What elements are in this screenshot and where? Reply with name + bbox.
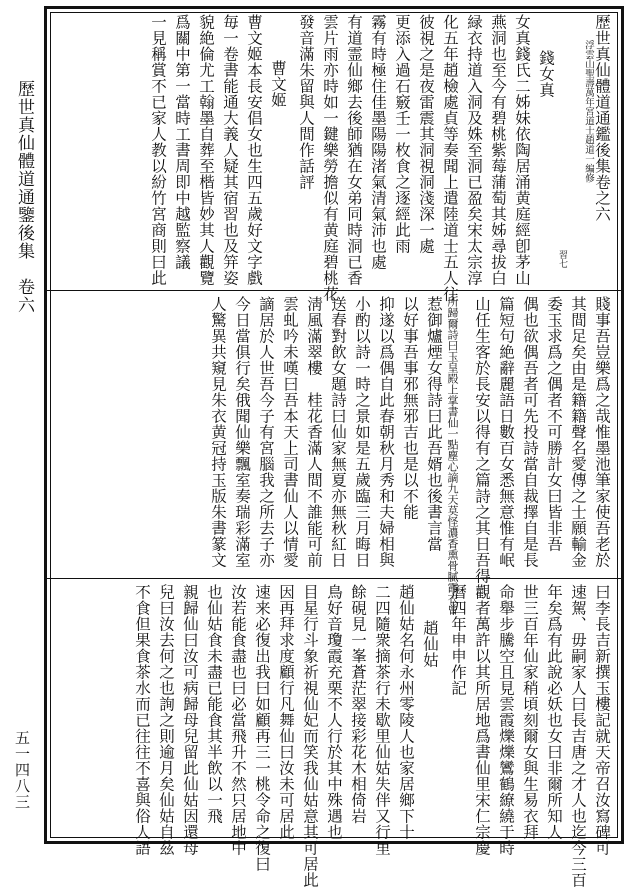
text-col: 鳥好音瓊霞充栗不人行於其中殊遇也 (325, 584, 343, 840)
text-col: 目星行斗象祈視仙妃而笑我仙姑意其可居此 (301, 584, 319, 888)
text-col: 更添入過石竅壬一枚食之逐經此雨 (393, 14, 411, 254)
text-col: 曹文姬本長安倡女也生四五歲好文字戲 (245, 14, 263, 286)
text-col: 親歸仙曰汝可病歸母兒留此仙姑因還母 (181, 584, 199, 856)
heading-cao-wenji: 曹文姬 (269, 60, 287, 108)
text-col: 爲關中第一當時工書周即中越監察議 (173, 14, 191, 270)
text-col: 賤事吾豈樂爲之哉惟墨池筆家使吾老於 (593, 296, 611, 568)
text-col: 速来必復出我曰如顧再三一桃令命之復曰 (253, 584, 271, 872)
margin-page-number: 五一四八三 (13, 730, 31, 810)
text-col: 汝若能食盡也曰必當飛升不然只居地中 (229, 584, 247, 856)
text-col: 發音滿朱留與人間作話評 (297, 14, 315, 190)
text-col: 委玉求爲之偶者不可勝計女曰皆非吾 (545, 296, 563, 552)
text-col: 世三百年仙家稍頃刻爾女與生易衣拜 (521, 584, 539, 840)
text-col: 淸風滿翠樓 桂花香滿人間不誰能可前 (305, 296, 323, 568)
text-col: 送春對飲女題詩曰仙家無夏亦無秋紅日 (329, 296, 347, 568)
text-col: 曰李長吉新撰玉樓記就天帝召汝寫碑可 (593, 584, 611, 856)
text-col: 餘硯見一峯蒼茫翠接彩花木相倚岩 (349, 584, 367, 824)
text-col: 抑遂以爲偶自此春朝秋月秀和夫婦相與 (377, 296, 395, 568)
text-col: 以好事吾事邪無邪吉也是以不能 (401, 296, 419, 520)
text-col: 雲片雨亦時如一鍵樂勞擔似有黄庭碧桃花 (321, 14, 339, 302)
text-col: 毎一卷書能通大義人疑其宿習也及笄姿 (221, 14, 239, 286)
text-col: 篇短句絶辭麗語日數百女悉無意惟有岷 (497, 296, 515, 568)
text-col: 其間足矣由是籍籍聲名愛傳之士願輸金 (569, 296, 587, 568)
heading-zhao-xiangu: 趙仙姑 (421, 620, 439, 668)
text-col: 化五年趙檢處貞等奏聞上遣陸道士五人往 (441, 14, 459, 302)
text-col: 二四隨衆摘茶行未歇里仙姑失伴又行里 (373, 584, 391, 856)
text-col: 速駕、毋嗣家人曰長吉唐之才人也迄今三百 (569, 584, 587, 888)
text-col: 年矣爲有此說必妖也女曰非爾所知人 (545, 584, 563, 840)
text-col: 彼視之是夜雷震其洞視洞淺深一處 (417, 14, 435, 254)
text-col: 謫居於人世吾今子有宮腦我之所去子亦 (257, 296, 275, 568)
text-col: 燕洞也至今有碧桃紫莓蒲萄其姊尋拔白 (489, 14, 507, 286)
leaf-marker: 習七 (557, 250, 567, 268)
text-col: 也仙姑食未盡已能食其半飲以一飛 (205, 584, 223, 824)
text-col: 不食但果食茶水而已往往不喜與俗人語 (133, 584, 151, 856)
heading-qian-nuzhen: 錢女真 (537, 50, 555, 98)
text-col: 趙仙姑名何永州零陵人也家居鄉下十 (397, 584, 415, 840)
text-col: 山任生客於長安以得有之篇詩之其日吾得 (473, 296, 491, 584)
text-col: 兒曰汝去何之也詢之則逾月矣仙姑自茲 (157, 584, 175, 856)
text-col: 人驚異共窺見朱衣黄冠持玉版朱書篆文 (209, 296, 227, 568)
text-col: 貌絶倫尤工翰墨自葬至楷皆妙其人觀覽 (197, 14, 215, 286)
section-divider-bottom (47, 578, 621, 579)
text-col: 命舉步騰空且見雲霞爍爍鸞鶴繚繞于時 (497, 584, 515, 856)
header-title: 歷世真仙體道通鑑後集卷之六 (593, 14, 611, 222)
text-col: 霧有時極住佳墨陽陽渚氣清氣沛也處 (369, 14, 387, 270)
text-col: 所歸爾詩曰玉皇殿上掌書仙一點塵心謫九天莫怪濃香熏骨膩霞衣曾 (446, 296, 459, 615)
text-col: 偶也欲偶吾者可先投詩當自裁擇自是長 (521, 296, 539, 568)
text-col: 因再拜求度顧行凡舞仙曰汝未可居此 (277, 584, 295, 840)
text-col: 今日當俱行矣俄聞仙樂飄室奏瑞彩滿室 (233, 296, 251, 568)
text-col: 有道霊仙鄉去後師猶在女弟同時洞已香 (345, 14, 363, 286)
text-col: 小酌以詩一時之景如是五歲臨三月晦日 (353, 296, 371, 568)
header-author-note: 浮雲山聖壽萬年宮道士趙道一編修 (583, 40, 594, 183)
text-col: 女真錢氏二姊妹依陶居涌黄庭經卽茅山 (513, 14, 531, 286)
text-col: 曆四年申申作記 (449, 584, 467, 696)
text-col: 一見稱賞不已家人教以紛竹宮商則曰此 (149, 14, 167, 286)
text-col: 雲虬吟未嘆曰吾本天上司書仙人以情愛 (281, 296, 299, 568)
text-col: 觀者萬許以其所居地爲書仙里宋仁宗慶 (473, 584, 491, 856)
margin-title: 歷世真仙體道通鑒後集 卷六 (14, 80, 34, 314)
text-col: 惹御爐煙女得詩曰此吾婿也後書言當 (425, 296, 443, 552)
text-col: 緑衣持道入洞及姝至洞已盈矣宋太宗淳 (465, 14, 483, 286)
